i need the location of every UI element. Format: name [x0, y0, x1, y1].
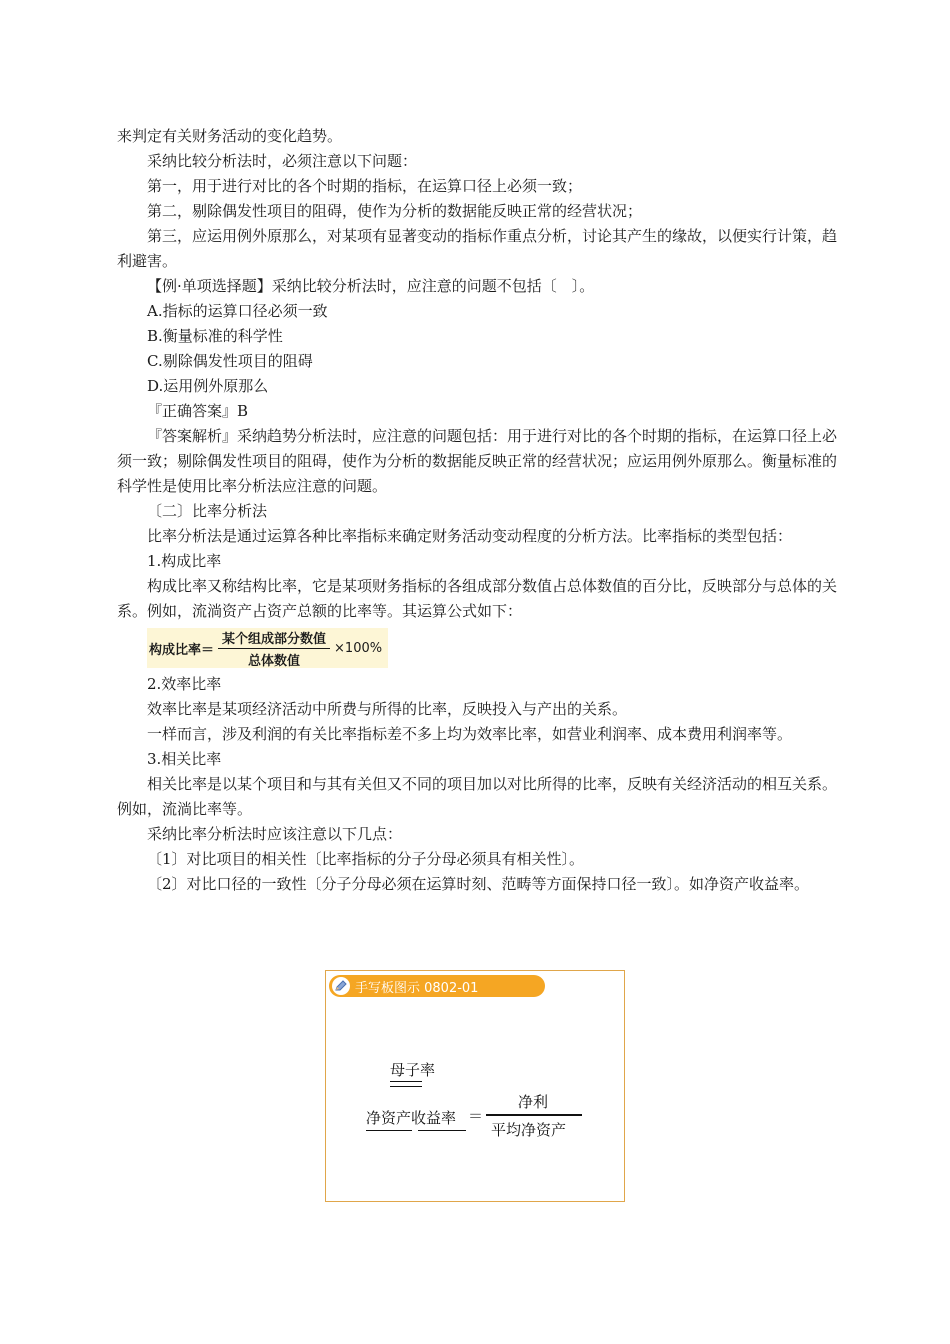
- paragraph: 一样而言，涉及利润的有关比率指标差不多上均为效率比率，如营业利润率、成本费用利润率等。: [147, 725, 793, 743]
- paragraph: 『答案解析』采纳趋势分析法时，应注意的问题包括：用于进行对比的各个时期的指标，在运算口径上必须一致；剔除偶发性项目的阻碍，使作为分析的数据能反映正常的经营状况；应运用例外原那么。衡量标准的科学性是使用比率分析法应注意的问题。: [117, 427, 838, 495]
- paragraph: 采纳比较分析法时，必须注意以下问题：: [147, 152, 418, 170]
- paragraph: 3.相关比率: [147, 750, 222, 768]
- hw-underline-a: [366, 1130, 412, 1131]
- paragraph: 比率分析法是通过运算各种比率指标来确定财务活动变动程度的分析方法。比率指标的类型包括：: [147, 527, 793, 545]
- hw-top-word: 母子率: [390, 1061, 436, 1079]
- board-tag-label: 手写板图示 0802-01: [355, 980, 479, 996]
- document-body: [117, 124, 837, 897]
- formula-composition-ratio: [147, 628, 388, 668]
- hw-underline-b: [418, 1130, 466, 1131]
- paragraph: 『正确答案』B: [147, 402, 249, 420]
- paragraph: 第三，应运用例外原那么，对某项有显著变动的指标作重点分析，讨论其产生的缘故，以便实行计策，趋利避害。: [117, 227, 838, 270]
- paragraph: 相关比率是以某个项目和与其有关但又不同的项目加以对比所得的比率，反映有关经济活动的相互关系。例如，流淌比率等。: [117, 775, 838, 818]
- formula-numerator: 某个组成部分数值: [218, 628, 330, 649]
- handwriting-board: [325, 970, 625, 1202]
- paragraph: A.指标的运算口径必须一致: [147, 302, 328, 320]
- paragraph: 构成比率又称结构比率，它是某项财务指标的各组成部分数值占总体数值的百分比，反映部分与总体的关系。例如，流淌资产占资产总额的比率等。其运算公式如下：: [117, 577, 838, 620]
- hw-lhs: 净资产收益率: [366, 1109, 457, 1127]
- paragraph: 采纳比率分析法时应该注意以下几点：: [147, 825, 403, 843]
- pencil-icon: [332, 977, 350, 995]
- formula-lhs: 构成比率＝: [149, 642, 215, 658]
- text-section-1: [117, 124, 837, 624]
- paragraph: 1.构成比率: [147, 552, 222, 570]
- paragraph: 【例·单项选择题】采纳比较分析法时，应注意的问题不包括〔 〕。: [147, 277, 595, 295]
- paragraph: 效率比率是某项经济活动中所费与所得的比率，反映投入与产出的关系。: [147, 700, 628, 718]
- paragraph: 第二，剔除偶发性项目的阻碍，使作为分析的数据能反映正常的经营状况；: [147, 202, 643, 220]
- formula-denominator: 总体数值: [248, 653, 301, 669]
- hw-fraction-line: [486, 1114, 582, 1116]
- text-section-2: [117, 672, 837, 897]
- hw-double-underline-1: [390, 1081, 422, 1082]
- hw-denominator: 平均净资产: [491, 1121, 567, 1139]
- hw-double-underline-2: [390, 1086, 422, 1087]
- board-tag: [329, 975, 545, 997]
- paragraph: 来判定有关财务活动的变化趋势。: [117, 127, 343, 145]
- paragraph: 2.效率比率: [147, 675, 222, 693]
- formula-multiplier: ×100%: [334, 640, 383, 656]
- paragraph: 〔1〕对比项目的相关性〔比率指标的分子分母必须具有相关性〕。: [147, 850, 585, 868]
- paragraph: B.衡量标准的科学性: [147, 327, 283, 345]
- paragraph: 〔2〕对比口径的一致性〔分子分母必须在运算时刻、范畴等方面保持口径一致〕。如净资产收益率。: [147, 875, 810, 893]
- paragraph: D.运用例外原那么: [147, 377, 269, 395]
- paragraph: 〔二〕比率分析法: [147, 502, 268, 520]
- paragraph: C.剔除偶发性项目的阻碍: [147, 352, 313, 370]
- hw-numerator: 净利: [518, 1093, 549, 1111]
- formula-fraction: [218, 628, 330, 669]
- hw-equals: ＝: [468, 1107, 484, 1125]
- paragraph: 第一，用于进行对比的各个时期的指标，在运算口径上必须一致；: [147, 177, 583, 195]
